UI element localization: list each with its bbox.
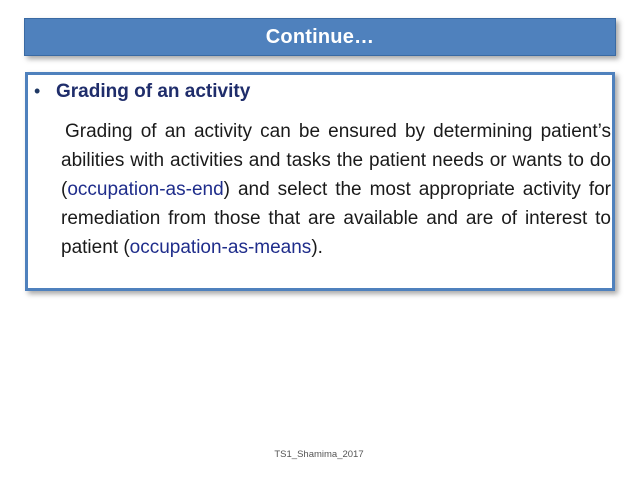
bullet-heading: Grading of an activity (56, 81, 251, 102)
paragraph-text-3: ). (311, 237, 323, 258)
paragraph-text-1: Grading of an activity can be ensured by determining patient’s abilities with activities and tasks the patient needs or wants to do ( (61, 121, 611, 200)
body-paragraph (61, 117, 611, 262)
term-occupation-as-end: occupation-as-end (67, 179, 224, 200)
slide-title: Continue… (265, 25, 375, 48)
term-occupation-as-means: occupation-as-means (129, 237, 312, 258)
footer-text: TS1_Shamima_2017 (274, 449, 364, 460)
paragraph-text-2: ) and select the most appropriate activity for remediation from those that are available and are of interest to patient ( (61, 179, 611, 258)
content-box (25, 72, 615, 291)
title-bar (24, 18, 616, 56)
bullet-item (34, 81, 250, 103)
bullet-icon: • (34, 81, 41, 101)
